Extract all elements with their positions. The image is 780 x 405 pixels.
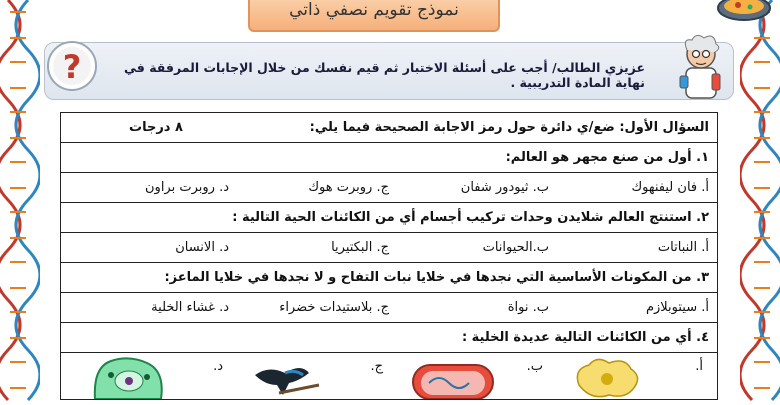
option-b-label: ب. [526, 359, 543, 374]
amoeba-icon [569, 355, 649, 399]
question-3-option-d[interactable]: د. غشاء الخلية [151, 300, 229, 315]
dna-border-right-decoration [740, 0, 780, 405]
question-3-option-a[interactable]: أ. سيتوبلازم [645, 300, 709, 315]
question-3-option-c[interactable]: ج. بلاستيدات خضراء [279, 300, 389, 315]
bird-icon [249, 355, 329, 399]
question-3-text: ٣. من المكونات الأساسية التي نجدها في خلايا نبات التفاح و لا نجدها في خلايا الماعز: [61, 263, 718, 293]
question-2-option-c[interactable]: ج. البكتيريا [331, 240, 389, 255]
section-marks: ٨ درجات [129, 120, 183, 135]
option-d-label: د. [213, 359, 223, 374]
question-3-option-b[interactable]: ب. نواة [507, 300, 549, 315]
question-4-option-a[interactable] [549, 353, 709, 399]
question-1-option-d[interactable]: د. روبرت براون [145, 180, 229, 195]
plant-cell-icon [89, 355, 169, 399]
question-row [61, 263, 718, 293]
question-2-option-b[interactable]: ب.الحيوانات [482, 240, 549, 255]
question-1-text: ١. أول من صنع مجهر هو العالم: [61, 143, 718, 173]
options-row [61, 233, 718, 263]
image-options-row [61, 353, 718, 400]
page-title: نموذج تقويم نصفي ذاتي [248, 0, 500, 32]
question-row [61, 143, 718, 173]
option-c-label: ج. [370, 359, 383, 374]
question-1-option-b[interactable]: ب. ثيودور شفان [460, 180, 549, 195]
question-4-text: ٤. أي من الكائنات التالية عديدة الخلية : [61, 323, 718, 353]
question-4-option-b[interactable] [389, 353, 549, 399]
section-title: السؤال الأول: ضع/ي دائرة حول رمز الاجابة الصحيحة فيما يلي: [309, 120, 709, 135]
scientist-icon [672, 30, 730, 102]
section-header-row [61, 113, 718, 143]
quiz-table [60, 112, 718, 400]
options-row [61, 173, 718, 203]
petri-dish-icon [714, 0, 774, 24]
question-mark-icon [46, 40, 98, 92]
dna-border-left-decoration [0, 0, 40, 405]
svg-text:?: ? [62, 48, 82, 86]
banner-instruction-text: عزيزي الطالب/ أجب على أسئلة الاختبار ثم قيم نفسك من خلال الإجابات المرفقة في نهاية المادة التدريبية . [124, 60, 645, 90]
question-2-option-a[interactable]: أ. النباتات [657, 240, 709, 255]
question-2-option-d[interactable]: د. الانسان [175, 240, 229, 255]
question-1-option-a[interactable]: أ. فان ليفنهوك [631, 180, 709, 195]
option-a-label: أ. [695, 359, 703, 374]
question-1-option-c[interactable]: ج. روبرت هوك [308, 180, 389, 195]
bacterium-icon [409, 355, 499, 399]
question-4-option-d[interactable] [69, 353, 229, 399]
question-4-option-c[interactable] [229, 353, 389, 399]
question-row [61, 203, 718, 233]
question-row [61, 323, 718, 353]
options-row [61, 293, 718, 323]
question-2-text: ٢. استنتج العالم شلايدن وحدات تركيب أجسام أي من الكائنات الحية التالية : [61, 203, 718, 233]
